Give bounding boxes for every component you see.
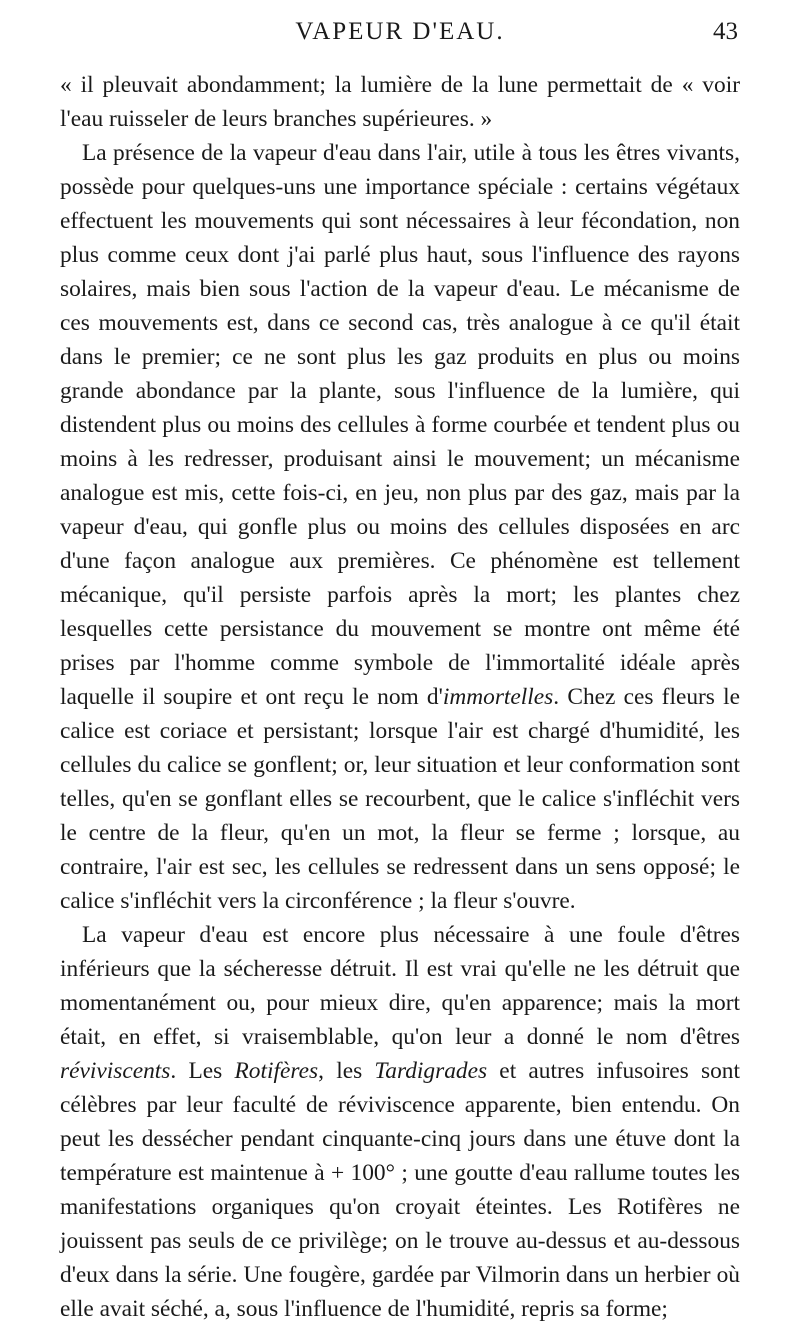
running-head [60,12,740,52]
text-segment: « il pleuvait abondamment; la lumière de la lune permettait de « voir l'eau ruisseler de leurs branches supérieures. » [60,72,740,132]
text-segment: . Chez ces fleurs le calice est coriace et persistant; lorsque l'air est chargé d'humidité, les cellules du calice se gonflent; or, leur situation et leur conformation sont telles, qu'en se gonflant elles se recourbent, que le calice s'infléchit vers le centre de la fleur, qu'en un mot, la fleur se ferme ; lorsque, au contraire, l'air est sec, les cellules se redressent dans un sens opposé; le calice s'infléchit vers la circonférence ; la fleur s'ouvre. [60,684,740,914]
italic-term-reviviscents: réviviscents [60,1058,171,1084]
paragraph-water-vapor-plants [60,136,740,918]
italic-term-immortelles: immortelles [442,684,554,710]
text-segment: et autres infusoires sont célèbres par leur faculté de réviviscence apparente, bien entendu. On peut les dessécher pendant cinquante-cinq jours dans une étuve dont la température est maintenue à + 100° ; une goutte d'eau rallume toutes les manifestations organiques qu'on croyait éteintes. Les Rotifères ne jouissent pas seuls de ce privilège; on le trouve au-dessus et au-dessous d'eux dans la série. Une fougère, gardée par Vilmorin dans un herbier où elle avait séché, a, sous l'influence de l'humidité, repris sa forme; [60,1058,740,1322]
page-number: 43 [713,18,738,45]
running-title: VAPEUR D'EAU. [295,18,505,45]
text-segment: , les [318,1058,375,1084]
paragraph-quote-end [60,68,740,136]
text-segment: La vapeur d'eau est encore plus nécessaire à une foule d'êtres inférieurs que la sécheresse détruit. Il est vrai qu'elle ne les détruit que momentanément ou, pour mieux dire, qu'en apparence; mais la mort était, en effet, si vraisemblable, qu'on leur a donné le nom d'êtres [60,922,740,1050]
text-segment: La présence de la vapeur d'eau dans l'air, utile à tous les êtres vivants, possède pour quelques-uns une importance spéciale : certains végétaux effectuent les mouvements qui sont nécessaires à leur fécondation, non plus comme ceux dont j'ai parlé plus haut, sous l'influence des rayons solaires, mais bien sous l'action de la vapeur d'eau. Le mécanisme de ces mouvements est, dans ce second cas, très analogue à ce qu'il était dans le premier; ce ne sont plus les gaz produits en plus ou moins grande abondance par la plante, sous l'influence de la lumière, qui distendent plus ou moins des cellules à forme courbée et tendent plus ou moins à les redresser, produisant ainsi le mouvement; un mécanisme analogue est mis, cette fois-ci, en jeu, non plus par des gaz, mais par la vapeur d'eau, qui gonfle plus ou moins des cellules disposées en arc d'une façon analogue aux premières. Ce phénomène est tellement mécanique, qu'il persiste parfois après la mort; les plantes chez lesquelles cette persistance du mouvement se montre ont même été prises par l'homme comme symbole de l'immortalité idéale après laquelle il soupire et ont reçu le nom d' [60,140,740,710]
italic-term-rotiferes: Rotifères [234,1058,319,1084]
italic-term-tardigrades: Tardigrades [374,1058,488,1084]
text-segment: . Les [170,1058,235,1084]
body-text [60,68,740,1326]
paragraph-reviviscent-beings [60,918,740,1326]
